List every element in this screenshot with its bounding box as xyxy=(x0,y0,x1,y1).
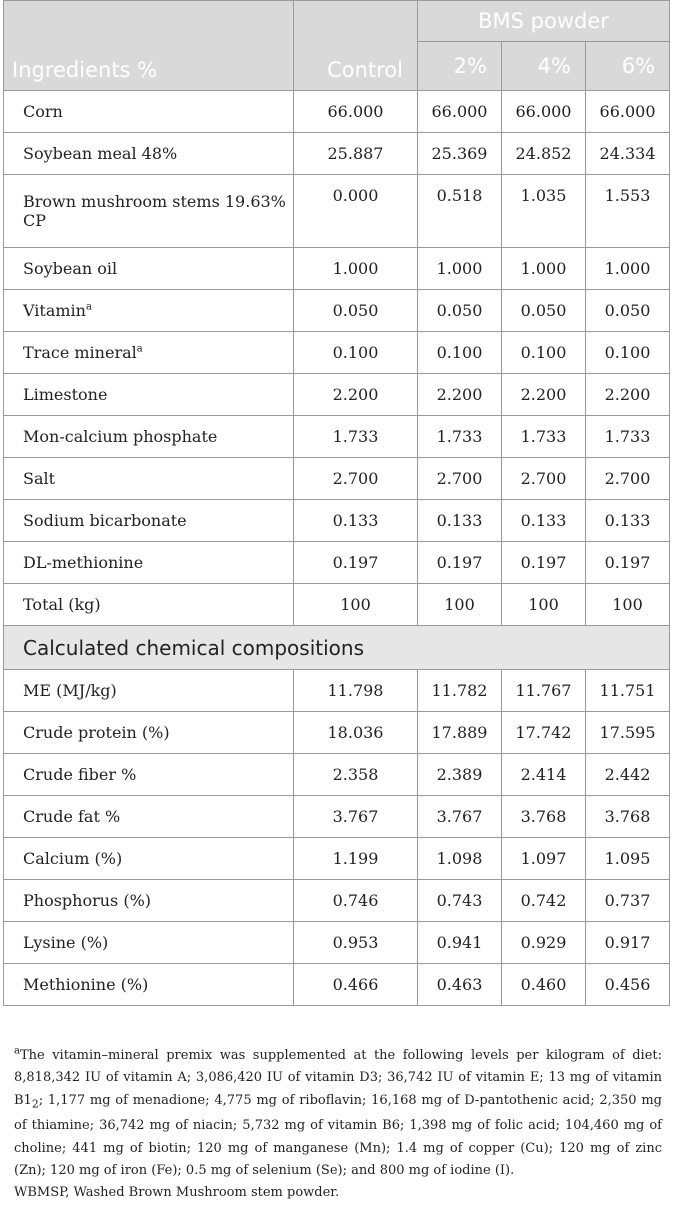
value-cell: 1.000 xyxy=(502,248,586,290)
value-cell: 0.197 xyxy=(418,542,502,584)
value-cell: 0.518 xyxy=(418,175,502,248)
value-cell: 17.742 xyxy=(502,712,586,754)
ingredient-row xyxy=(4,374,670,416)
value-cell: 24.334 xyxy=(586,133,670,175)
ingredient-row-name: Vitamin xyxy=(23,301,86,320)
ingredient-row-name: DL-methionine xyxy=(23,553,144,572)
composition-row-name: Crude protein (%) xyxy=(23,723,170,742)
composition-row xyxy=(4,922,670,964)
value-cell: 1.098 xyxy=(418,838,502,880)
value-cell: 0.133 xyxy=(586,500,670,542)
composition-row-name: Crude fat % xyxy=(23,807,121,826)
composition-row xyxy=(4,880,670,922)
ingredient-row xyxy=(4,584,670,626)
ingredient-row-label xyxy=(4,175,294,248)
value-cell: 2.700 xyxy=(586,458,670,500)
ingredient-row xyxy=(4,500,670,542)
compositions-body xyxy=(4,670,670,1006)
value-cell: 66.000 xyxy=(418,91,502,133)
section-body xyxy=(4,626,670,670)
abbreviation-footnote: WBMSP, Washed Brown Mushroom stem powder. xyxy=(14,1185,340,1201)
value-cell: 2.700 xyxy=(294,458,418,500)
ingredient-row-label xyxy=(4,248,294,290)
level-4-header: 4% xyxy=(502,42,586,91)
ingredient-row-label xyxy=(4,416,294,458)
ingredient-row-label xyxy=(4,133,294,175)
composition-row xyxy=(4,838,670,880)
value-cell: 100 xyxy=(294,584,418,626)
value-cell: 0.197 xyxy=(586,542,670,584)
table-header xyxy=(4,1,670,91)
composition-row xyxy=(4,712,670,754)
ingredient-row-name: Total (kg) xyxy=(23,595,101,614)
ingredient-row xyxy=(4,416,670,458)
composition-row-name: Calcium (%) xyxy=(23,849,123,868)
ingredients-column-header: Ingredients % xyxy=(4,1,294,91)
value-cell: 1.035 xyxy=(502,175,586,248)
ingredient-row-name: Limestone xyxy=(23,385,108,404)
ingredient-row-name: Brown mushroom stems 19.63% CP xyxy=(23,192,286,230)
ingredient-row-name: Trace mineral xyxy=(23,343,137,362)
ingredient-row xyxy=(4,91,670,133)
value-cell: 66.000 xyxy=(294,91,418,133)
value-cell: 18.036 xyxy=(294,712,418,754)
premix-footnote xyxy=(14,1045,662,1182)
value-cell: 2.200 xyxy=(294,374,418,416)
value-cell: 2.358 xyxy=(294,754,418,796)
value-cell: 1.000 xyxy=(294,248,418,290)
ingredient-row-name: Corn xyxy=(23,102,63,121)
value-cell: 100 xyxy=(418,584,502,626)
value-cell: 2.200 xyxy=(586,374,670,416)
value-cell: 1.733 xyxy=(294,416,418,458)
footnote-marker: a xyxy=(136,343,143,355)
control-column-header: Control xyxy=(294,1,418,91)
value-cell: 0.746 xyxy=(294,880,418,922)
value-cell: 11.751 xyxy=(586,670,670,712)
value-cell: 3.767 xyxy=(418,796,502,838)
section-title: Calculated chemical compositions xyxy=(4,626,670,670)
value-cell: 0.100 xyxy=(502,332,586,374)
value-cell: 100 xyxy=(586,584,670,626)
composition-row-name: Methionine (%) xyxy=(23,975,149,994)
value-cell: 2.200 xyxy=(418,374,502,416)
composition-row xyxy=(4,796,670,838)
composition-row-label xyxy=(4,880,294,922)
value-cell: 3.768 xyxy=(502,796,586,838)
section-row xyxy=(4,626,670,670)
value-cell: 0.929 xyxy=(502,922,586,964)
value-cell: 0.050 xyxy=(586,290,670,332)
value-cell: 17.595 xyxy=(586,712,670,754)
diet-composition-table-container xyxy=(3,0,669,1006)
ingredient-row-label xyxy=(4,332,294,374)
composition-row-label xyxy=(4,796,294,838)
ingredient-row-label xyxy=(4,500,294,542)
composition-row xyxy=(4,964,670,1006)
value-cell: 1.000 xyxy=(586,248,670,290)
composition-row-label xyxy=(4,922,294,964)
ingredient-row-name: Soybean meal 48% xyxy=(23,144,178,163)
ingredient-row-label xyxy=(4,91,294,133)
composition-row-label xyxy=(4,670,294,712)
value-cell: 1.733 xyxy=(418,416,502,458)
ingredient-row xyxy=(4,175,670,248)
ingredient-row-label xyxy=(4,584,294,626)
ingredient-row-label xyxy=(4,290,294,332)
value-cell: 66.000 xyxy=(502,91,586,133)
composition-row-label xyxy=(4,712,294,754)
value-cell: 100 xyxy=(502,584,586,626)
bms-powder-group-header: BMS powder xyxy=(418,1,670,42)
ingredient-row xyxy=(4,133,670,175)
value-cell: 0.133 xyxy=(294,500,418,542)
value-cell: 0.742 xyxy=(502,880,586,922)
level-2-header: 2% xyxy=(418,42,502,91)
value-cell: 0.941 xyxy=(418,922,502,964)
value-cell: 0.917 xyxy=(586,922,670,964)
ingredients-body xyxy=(4,91,670,626)
ingredient-row-label xyxy=(4,542,294,584)
value-cell: 11.767 xyxy=(502,670,586,712)
value-cell: 0.133 xyxy=(502,500,586,542)
value-cell: 3.767 xyxy=(294,796,418,838)
value-cell: 0.133 xyxy=(418,500,502,542)
value-cell: 17.889 xyxy=(418,712,502,754)
value-cell: 1.000 xyxy=(418,248,502,290)
value-cell: 0.000 xyxy=(294,175,418,248)
value-cell: 0.100 xyxy=(294,332,418,374)
value-cell: 25.369 xyxy=(418,133,502,175)
composition-row-label xyxy=(4,838,294,880)
footnote-text-part2: ; 1,177 mg of menadione; 4,775 mg of riboflavin; 16,168 mg of D-pantothenic acid; 2,350 mg of thiamine; 36,742 mg of niacin; 5,732 mg of vitamin B6; 1,398 mg of folic acid; 104,460 mg of choline; 441 mg of biotin; 120 mg of manganese (Mn); 1.4 mg of copper (Cu); 120 mg of zinc (Zn); 120 mg of iron (Fe); 0.5 mg of selenium (Se); and 800 mg of iodine (I). xyxy=(14,1092,662,1179)
footnote-text-part1: The vitamin–mineral premix was supplemented at the following levels per kilogram of diet: 8,818,342 IU of vitamin A; 3,086,420 IU of vitamin D3; 36,742 IU of vitamin E; 13 mg of vitamin B1 xyxy=(14,1048,662,1108)
composition-row-name: ME (MJ/kg) xyxy=(23,681,117,700)
value-cell: 66.000 xyxy=(586,91,670,133)
value-cell: 0.100 xyxy=(586,332,670,374)
ingredient-row xyxy=(4,248,670,290)
value-cell: 1.553 xyxy=(586,175,670,248)
composition-row-name: Lysine (%) xyxy=(23,933,109,952)
value-cell: 0.197 xyxy=(502,542,586,584)
value-cell: 25.887 xyxy=(294,133,418,175)
value-cell: 1.733 xyxy=(502,416,586,458)
ingredient-row xyxy=(4,290,670,332)
value-cell: 1.097 xyxy=(502,838,586,880)
value-cell: 0.197 xyxy=(294,542,418,584)
value-cell: 0.466 xyxy=(294,964,418,1006)
value-cell: 0.100 xyxy=(418,332,502,374)
value-cell: 2.442 xyxy=(586,754,670,796)
value-cell: 1.733 xyxy=(586,416,670,458)
composition-row xyxy=(4,754,670,796)
composition-row-label xyxy=(4,964,294,1006)
value-cell: 3.768 xyxy=(586,796,670,838)
value-cell: 0.737 xyxy=(586,880,670,922)
ingredient-row-name: Mon-calcium phosphate xyxy=(23,427,218,446)
value-cell: 1.095 xyxy=(586,838,670,880)
footnote-marker: a xyxy=(85,301,92,313)
value-cell: 2.389 xyxy=(418,754,502,796)
footnote-subscript: 2 xyxy=(31,1097,39,1111)
value-cell: 0.050 xyxy=(502,290,586,332)
value-cell: 0.463 xyxy=(418,964,502,1006)
composition-row xyxy=(4,670,670,712)
composition-row-name: Phosphorus (%) xyxy=(23,891,152,910)
ingredient-row-name: Sodium bicarbonate xyxy=(23,511,187,530)
ingredient-row-label xyxy=(4,374,294,416)
ingredient-row-label xyxy=(4,458,294,500)
level-6-header: 6% xyxy=(586,42,670,91)
composition-row-label xyxy=(4,754,294,796)
value-cell: 1.199 xyxy=(294,838,418,880)
value-cell: 2.414 xyxy=(502,754,586,796)
ingredient-row-name: Soybean oil xyxy=(23,259,118,278)
ingredient-row-name: Salt xyxy=(23,469,56,488)
footnote-marker: a xyxy=(14,1045,20,1057)
value-cell: 0.460 xyxy=(502,964,586,1006)
ingredient-row xyxy=(4,542,670,584)
value-cell: 0.050 xyxy=(418,290,502,332)
value-cell: 11.798 xyxy=(294,670,418,712)
value-cell: 11.782 xyxy=(418,670,502,712)
value-cell: 2.700 xyxy=(502,458,586,500)
value-cell: 2.200 xyxy=(502,374,586,416)
table-footnote xyxy=(14,1045,662,1205)
diet-composition-table xyxy=(3,0,670,1006)
value-cell: 0.050 xyxy=(294,290,418,332)
composition-row-name: Crude fiber % xyxy=(23,765,137,784)
value-cell: 0.456 xyxy=(586,964,670,1006)
value-cell: 24.852 xyxy=(502,133,586,175)
value-cell: 0.953 xyxy=(294,922,418,964)
value-cell: 2.700 xyxy=(418,458,502,500)
value-cell: 0.743 xyxy=(418,880,502,922)
ingredient-row xyxy=(4,332,670,374)
ingredient-row xyxy=(4,458,670,500)
